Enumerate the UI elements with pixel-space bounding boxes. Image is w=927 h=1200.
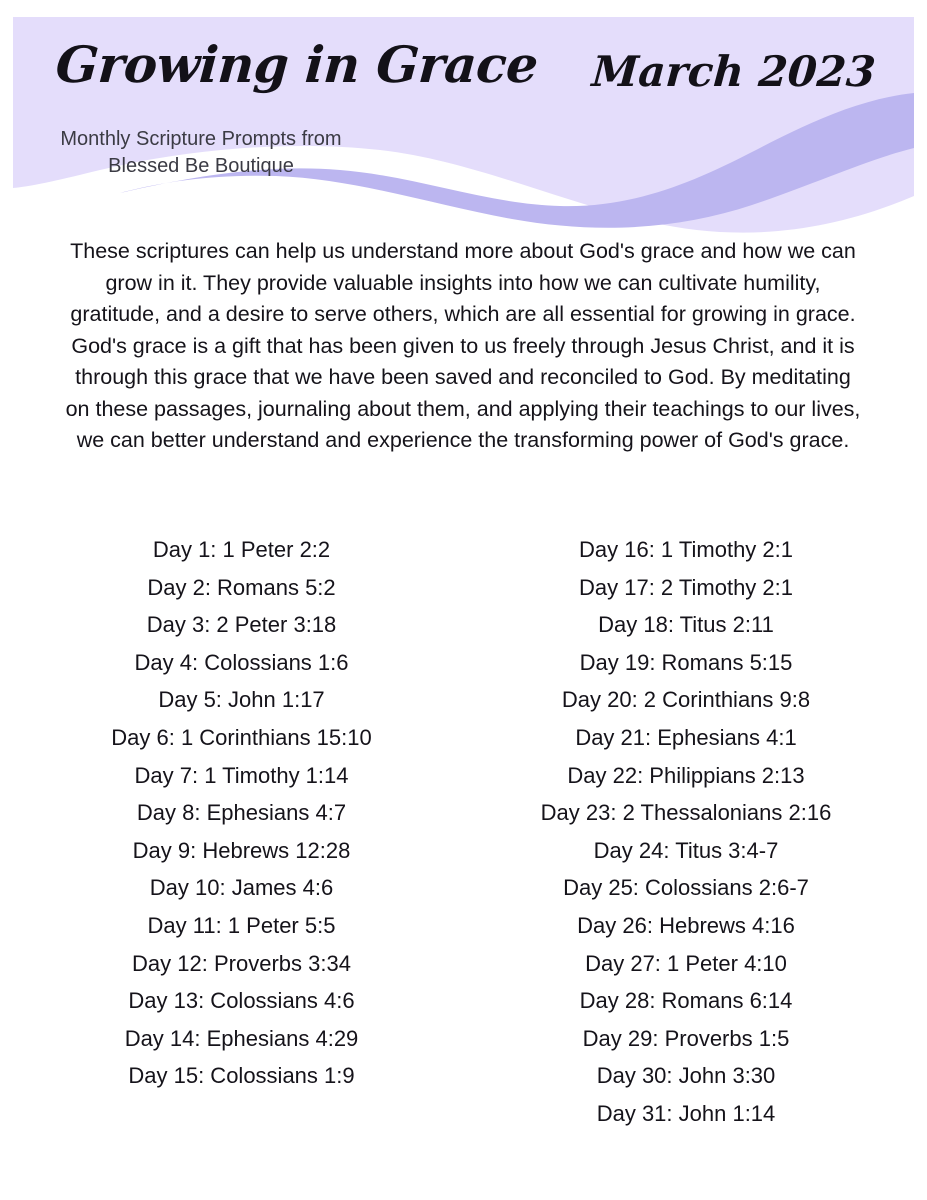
list-item: Day 2: Romans 5:2	[147, 574, 336, 600]
list-item: Day 21: Ephesians 4:1	[575, 724, 797, 750]
list-item: Day 4: Colossians 1:6	[134, 649, 349, 675]
list-item: Day 15: Colossians 1:9	[128, 1063, 355, 1089]
list-item: Day 6: 1 Corinthians 15:10	[111, 724, 372, 750]
page-subtitle: Monthly Scripture Prompts from Blessed Be Boutique	[60, 128, 342, 177]
page-title: Growing in Grace	[53, 35, 540, 94]
list-item: Day 1: 1 Peter 2:2	[152, 537, 331, 562]
list-item: Day 12: Proverbs 3:34	[132, 950, 351, 976]
schedule-columns	[0, 531, 927, 1133]
list-item: Day 16: 1 Timothy 2:1	[579, 537, 793, 562]
list-item: Day 7: 1 Timothy 1:14	[134, 762, 349, 788]
list-item: Day 27: 1 Peter 4:10	[585, 950, 787, 976]
list-item: Day 10: James 4:6	[149, 875, 334, 901]
list-item: Day 28: Romans 6:14	[579, 988, 793, 1014]
list-item: Day 18: Titus 2:11	[598, 612, 774, 638]
list-item: Day 23: 2 Thessalonians 2:16	[540, 800, 832, 826]
list-item: Day 14: Ephesians 4:29	[124, 1025, 359, 1051]
list-item: Day 26: Hebrews 4:16	[577, 912, 795, 938]
list-item: Day 13: Colossians 4:6	[128, 988, 355, 1014]
list-item: Day 3: 2 Peter 3:18	[146, 612, 337, 638]
list-item: Day 11: 1 Peter 5:5	[147, 912, 336, 938]
list-item: Day 29: Proverbs 1:5	[582, 1025, 790, 1051]
list-item: Day 17: 2 Timothy 2:1	[579, 574, 793, 600]
list-item: Day 25: Colossians 2:6-7	[563, 875, 809, 901]
schedule-left-column	[0, 531, 463, 1133]
page-header	[0, 0, 927, 250]
list-item: Day 9: Hebrews 12:28	[132, 837, 351, 863]
schedule-right-column	[463, 531, 927, 1133]
list-item: Day 5: John 1:17	[158, 687, 325, 713]
intro-paragraph: These scriptures can help us understand more about God's grace and how we can grow in it. They provide valuable insights into how we can cultivate humility, gratitude, and a desire to serve others, which are all essential for growing in grace. God's grace is a gift that has been given to us freely through Jesus Christ, and it is through this grace that we have been saved and reconciled to God. By meditating on these passages, journaling about them, and applying their teachings to our lives, we can better understand and experience the transforming power of God's grace.	[65, 239, 861, 452]
list-item: Day 24: Titus 3:4-7	[593, 837, 779, 863]
list-item: Day 30: John 3:30	[596, 1063, 776, 1089]
list-item: Day 20: 2 Corinthians 9:8	[561, 687, 811, 713]
list-item: Day 31: John 1:14	[596, 1100, 776, 1126]
issue-date: March 2023	[589, 47, 877, 96]
list-item: Day 19: Romans 5:15	[579, 649, 793, 675]
list-item: Day 8: Ephesians 4:7	[136, 800, 347, 826]
list-item: Day 22: Philippians 2:13	[567, 762, 805, 788]
